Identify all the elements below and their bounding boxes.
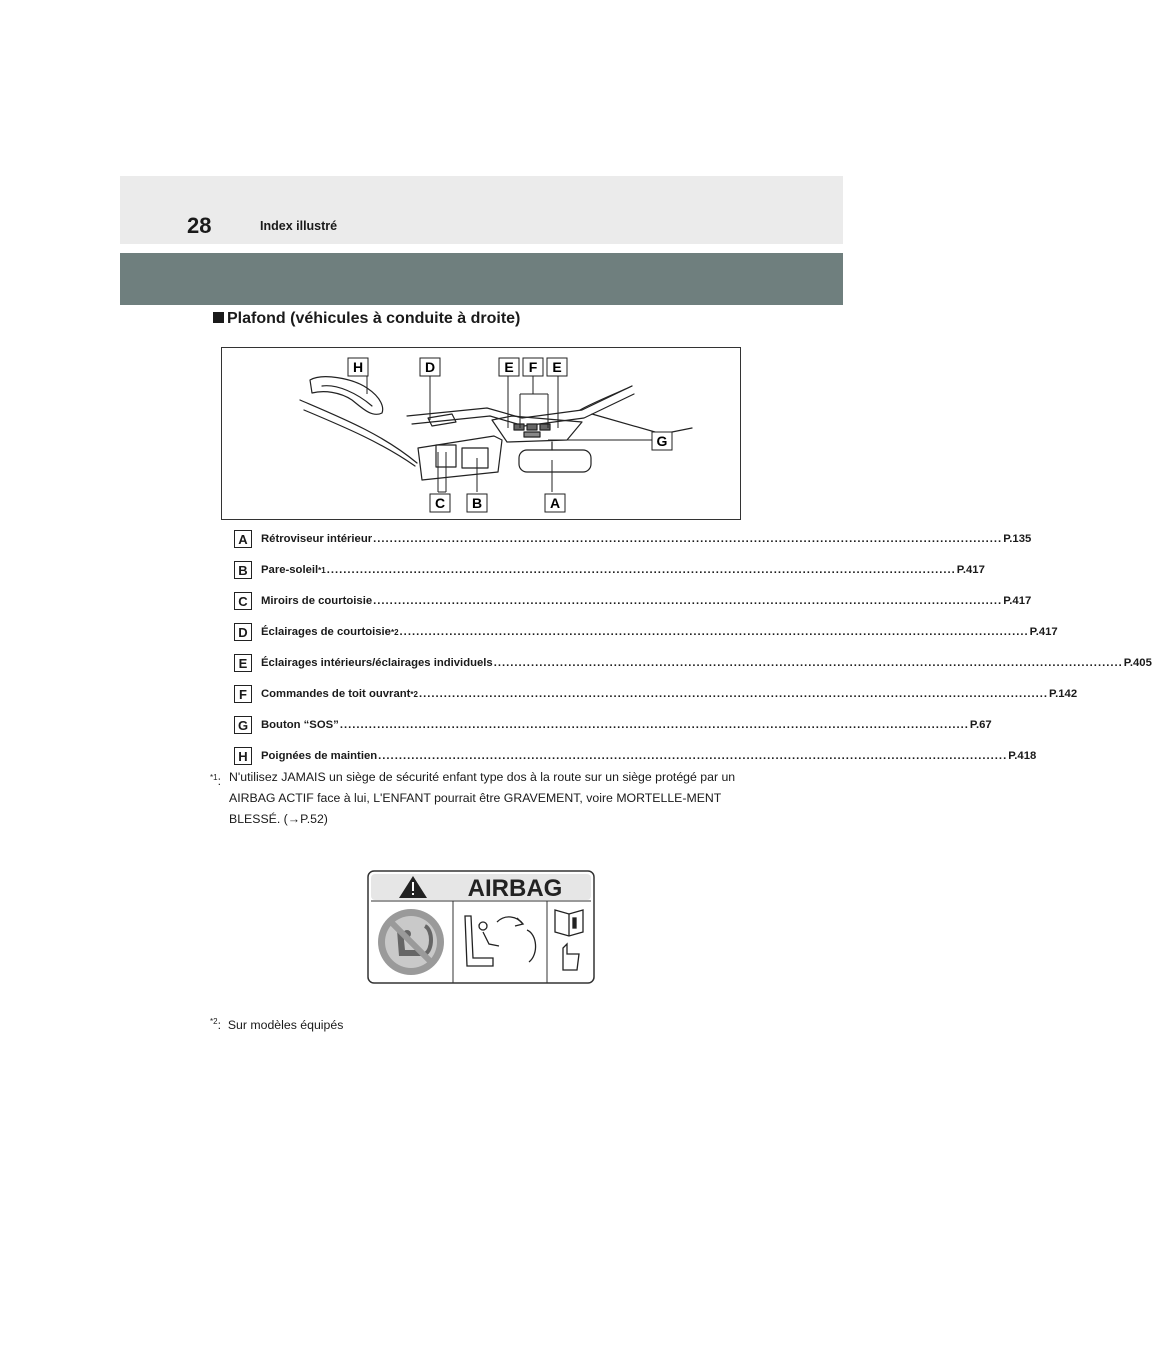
legend-label: Bouton “SOS” xyxy=(261,719,339,731)
legend-letter: C xyxy=(234,592,252,610)
legend-label: Miroirs de courtoisie xyxy=(261,595,373,607)
footnote-2-text: Sur modèles équipés xyxy=(227,1018,344,1033)
legend-label: Éclairages intérieurs/éclairages individuels xyxy=(261,657,493,669)
footnote-1: $^{*1}$: N'utilisez JAMAIS un siège de sécurité enfant type dos à la route sur un siège protégé par un AIRBAG ACTIF face à lui, L'ENFANT pourrait être GRAVEMENT, voire MORTELLE-MENT BLESSÉ. (→P.52) xyxy=(210,767,750,830)
footnote-marker: *1 xyxy=(318,566,326,575)
subsection-title-text: Plafond (véhicules à conduite à droite) xyxy=(227,310,521,327)
legend-letter: D xyxy=(234,623,252,641)
page-reference-link[interactable]: P.405 xyxy=(1123,657,1152,669)
page-number: 28 xyxy=(187,213,212,238)
footnote-2: $^{*2}$: Sur modèles équipés xyxy=(210,1017,344,1033)
legend-item: F Commandes de toit ouvrant *2 ........................................................................................................................................................ P.142 xyxy=(234,682,724,713)
legend-item: B Pare-soleil *1 ........................................................................................................................................................ P.417 xyxy=(234,558,724,589)
airbag-label-title: AIRBAG xyxy=(467,875,563,902)
legend-item: G Bouton “SOS” ........................................................................................................................................................ P.67 xyxy=(234,713,724,744)
legend-label: Éclairages de courtoisie xyxy=(261,626,391,638)
page-reference-link[interactable]: P.417 xyxy=(1029,626,1058,638)
callout-E-left: E xyxy=(504,359,514,375)
legend-letter: H xyxy=(234,747,252,765)
footnote-marker: *2 xyxy=(390,628,399,637)
legend-letter: G xyxy=(234,716,252,734)
square-bullet-icon xyxy=(213,312,224,323)
footnote-2-marker: *2 xyxy=(210,1017,218,1026)
header-band xyxy=(120,253,843,305)
no-child-seat-icon xyxy=(378,909,444,975)
legend-letter: F xyxy=(234,685,252,703)
legend-letter: A xyxy=(234,530,252,548)
legend-label: Commandes de toit ouvrant xyxy=(261,688,411,700)
ceiling-illustration xyxy=(221,347,741,520)
page-reference-link[interactable]: P.135 xyxy=(1003,533,1032,545)
legend-letter: E xyxy=(234,654,252,672)
footnote-marker: *2 xyxy=(410,690,418,699)
legend-item: E Éclairages intérieurs/éclairages individuels ........................................................................................................................................................ P.405 xyxy=(234,651,724,682)
callout-A: A xyxy=(549,495,561,511)
callout-B: B xyxy=(471,495,483,511)
legend-item: C Miroirs de courtoisie ........................................................................................................................................................ P.417 xyxy=(234,589,724,620)
airbag-warning-label xyxy=(367,870,595,984)
page-reference-link[interactable]: P.417 xyxy=(1003,595,1032,607)
legend-letter: B xyxy=(234,561,252,579)
legend-item: A Rétroviseur intérieur ........................................................................................................................................................ P.135 xyxy=(234,527,724,558)
page-reference-link[interactable]: P.67 xyxy=(969,719,992,731)
page-reference-link[interactable]: P.418 xyxy=(1008,750,1037,762)
page-header xyxy=(120,176,843,244)
legend-label: Rétroviseur intérieur xyxy=(261,533,373,545)
page-reference-link[interactable]: P.142 xyxy=(1049,688,1078,700)
callout-C: C xyxy=(434,495,446,511)
ceiling-drawing xyxy=(222,348,742,521)
callout-H: H xyxy=(352,359,364,375)
legend-item: H Poignées de maintien ........................................................................................................................................................ P.418 xyxy=(234,744,724,775)
callout-D: D xyxy=(424,359,436,375)
footnote-1-text: N'utilisez JAMAIS un siège de sécurité enfant type dos à la route sur un siège protégé par un AIRBAG ACTIF face à lui, L'ENFANT pourrait être GRAVEMENT, voire MORTELLE-MENT BLESSÉ. (→P.52) xyxy=(229,770,736,826)
legend-item: D Éclairages de courtoisie *2 ........................................................................................................................................................ P.417 xyxy=(234,620,724,651)
subsection-title xyxy=(213,310,520,328)
callout-E-right: E xyxy=(552,359,562,375)
callout-F: F xyxy=(528,359,538,375)
parts-legend xyxy=(234,527,1152,775)
footnote-1-marker: *1 xyxy=(210,773,218,782)
callout-G: G xyxy=(656,433,668,449)
page-reference-link[interactable]: P.417 xyxy=(956,564,985,576)
legend-label: Pare-soleil xyxy=(261,564,319,576)
legend-label: Poignées de maintien xyxy=(261,750,378,762)
section-title: Index illustré xyxy=(260,219,338,233)
